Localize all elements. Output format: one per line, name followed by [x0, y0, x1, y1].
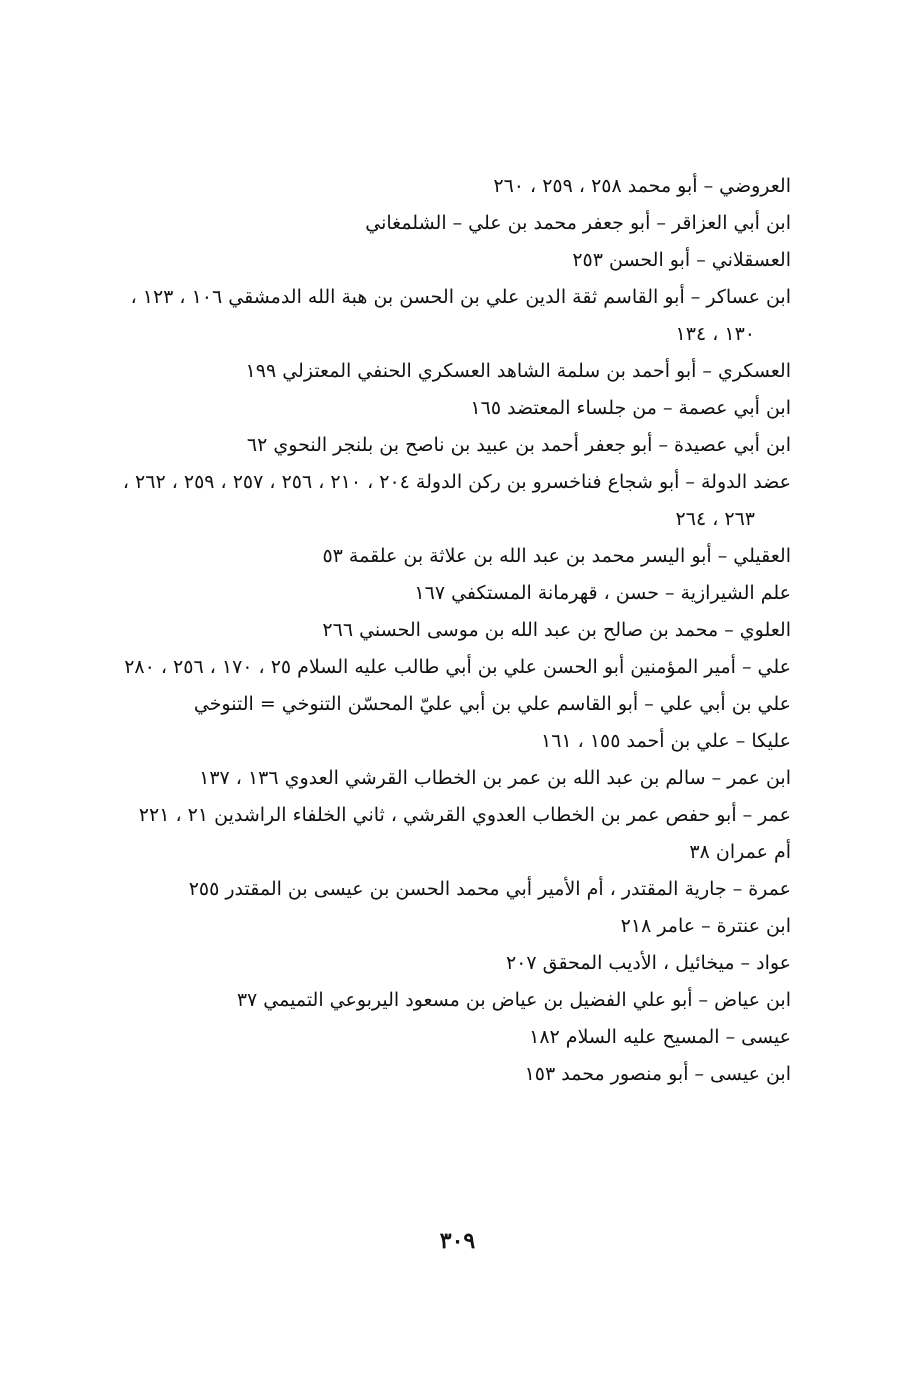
index-entry: ابن عيسى – أبو منصور محمد ١٥٣: [524, 1063, 791, 1085]
index-entry: ابن عنترة – عامر ٢١٨: [620, 915, 791, 937]
index-entry: العقيلي – أبو اليسر محمد بن عبد الله بن علاثة بن علقمة ٥٣: [322, 545, 791, 567]
index-entry: عمر – أبو حفص عمر بن الخطاب العدوي القرشي ، ثاني الخلفاء الراشدين ٢١ ، ٢٢١: [138, 804, 791, 826]
index-entry: ابن عساكر – أبو القاسم ثقة الدين علي بن الحسن بن هبة الله الدمشقي ١٠٦ ، ١٢٣ ، ١٣٠ ، ١٣٤: [130, 286, 791, 345]
index-entry: علي – أمير المؤمنين أبو الحسن علي بن أبي طالب عليه السلام ٢٥ ، ١٧٠ ، ٢٥٦ ، ٢٨٠: [124, 656, 791, 678]
index-entry: ابن عمر – سالم بن عبد الله بن عمر بن الخطاب القرشي العدوي ١٣٦ ، ١٣٧: [199, 767, 791, 789]
index-entry: ابن أبي العزاقر – أبو جعفر محمد بن علي – الشلمغاني: [365, 212, 791, 234]
index-entry: العسكري – أبو أحمد بن سلمة الشاهد العسكري الحنفي المعتزلي ١٩٩: [245, 360, 791, 382]
index-entry: عضد الدولة – أبو شجاع فناخسرو بن ركن الدولة ٢٠٤ ، ٢١٠ ، ٢٥٦ ، ٢٥٧ ، ٢٥٩ ، ٢٦٢ ، ٢٦٣ ، ٢٦٤: [122, 471, 791, 530]
index-entry: العسقلاني – أبو الحسن ٢٥٣: [572, 249, 791, 271]
index-entry: أم عمران ٣٨: [689, 841, 791, 863]
index-entry: العروضي – أبو محمد ٢٥٨ ، ٢٥٩ ، ٢٦٠: [493, 175, 791, 197]
index-entries: [111, 168, 791, 1093]
index-entry: علي بن أبي علي – أبو القاسم علي بن أبي عليّ المحسّن التنوخي = التنوخي: [193, 693, 791, 715]
index-entry: عواد – ميخائيل ، الأديب المحقق ٢٠٧: [505, 952, 791, 974]
index-entry: عليكا – علي بن أحمد ١٥٥ ، ١٦١: [540, 730, 791, 752]
index-entry: ابن عياض – أبو علي الفضيل بن عياض بن مسعود اليربوعي التميمي ٣٧: [236, 989, 791, 1011]
index-entry: عمرة – جارية المقتدر ، أم الأمير أبي محمد الحسن بن عيسى بن المقتدر ٢٥٥: [188, 878, 791, 900]
index-entry: ابن أبي عصمة – من جلساء المعتضد ١٦٥: [470, 397, 791, 419]
index-entry: ابن أبي عصيدة – أبو جعفر أحمد بن عبيد بن ناصح بن بلنجر النحوي ٦٢: [246, 434, 791, 456]
index-entry: العلوي – محمد بن صالح بن عبد الله بن موسى الحسني ٢٦٦: [322, 619, 791, 641]
page-number: ٣٠٩: [439, 1228, 476, 1254]
index-entry: علم الشيرازية – حسن ، قهرمانة المستكفي ١٦٧: [414, 582, 791, 604]
index-entry: عيسى – المسيح عليه السلام ١٨٢: [529, 1026, 791, 1048]
